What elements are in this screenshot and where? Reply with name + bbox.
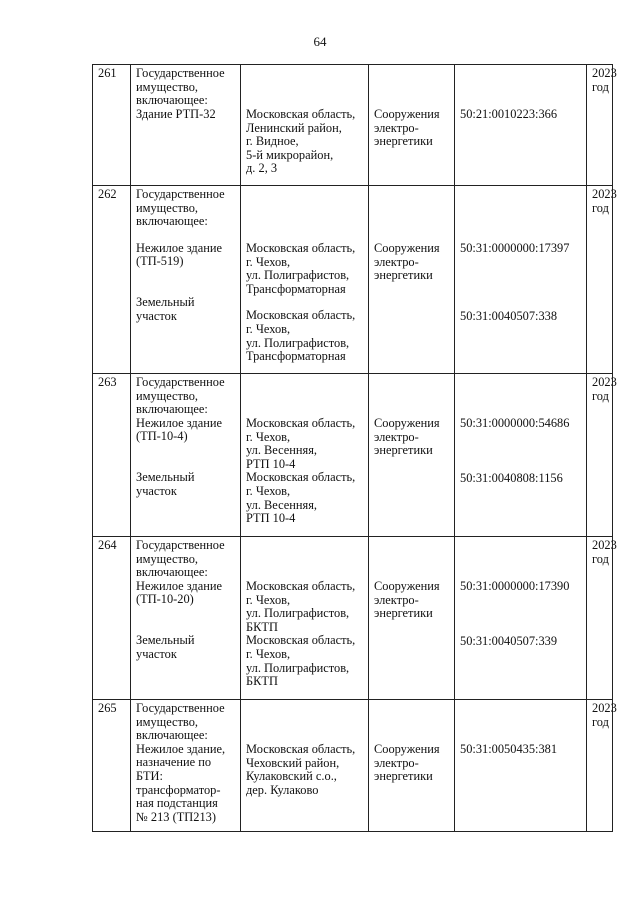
year-cell: 2023 год [587, 186, 613, 374]
object-name-cell [131, 537, 241, 700]
cadastral-number: 50:31:0040507:339 [460, 633, 558, 648]
year-cell: 2023 год [587, 374, 613, 537]
object-header: Государственное имущество, включающее: [136, 375, 225, 417]
object-type: Сооружения электро- энергетики [374, 107, 440, 149]
object-name: Нежилое здание, назначение по БТИ: трансформатор- ная подстанция № 213 (ТП213) [136, 741, 226, 824]
type-cell [369, 700, 455, 832]
type-cell [369, 537, 455, 700]
object-address: Московская область, г. Чехов, ул. Полиграфистов, БКТП [246, 579, 356, 634]
object-address: Московская область, г. Чехов, ул. Полиграфистов, Трансформаторная [246, 308, 356, 364]
row-number: 265 [93, 700, 131, 832]
object-name: Земельный участок [136, 632, 195, 661]
cadastral-cell [455, 374, 587, 537]
table-row [93, 186, 613, 374]
address-cell [241, 65, 369, 186]
cadastral-number: 50:31:0000000:54686 [460, 416, 570, 430]
address-cell [241, 186, 369, 374]
cadastral-number: 50:31:0040507:338 [460, 308, 558, 323]
object-header: Государственное имущество, включающее: [136, 538, 225, 580]
object-type: Сооружения электро- энергетики [374, 241, 440, 283]
object-name-cell [131, 700, 241, 832]
cadastral-cell [455, 700, 587, 832]
address-cell [241, 700, 369, 832]
cadastral-cell [455, 537, 587, 700]
page-number: 64 [313, 34, 327, 49]
property-registry-table [92, 64, 617, 832]
object-header: Государственное имущество, включающее: [136, 66, 225, 108]
object-name-cell [131, 186, 241, 374]
cadastral-cell [455, 65, 587, 186]
object-type: Сооружения электро- энергетики [374, 742, 440, 784]
object-address: Московская область, г. Чехов, ул. Полиграфистов, Трансформаторная [246, 241, 356, 296]
object-type: Сооружения электро- энергетики [374, 579, 440, 621]
year-cell: 2023 год [587, 700, 613, 832]
row-number: 264 [93, 537, 131, 700]
table-row [93, 374, 613, 537]
object-address: Московская область, г. Чехов, ул. Весенняя, РТП 10-4 [246, 416, 356, 471]
type-cell [369, 374, 455, 537]
year-cell: 2023 год [587, 537, 613, 700]
object-address: Московская область, Чеховский район, Кулаковский с.о., дер. Кулаково [246, 742, 356, 797]
type-cell [369, 186, 455, 374]
cadastral-number: 50:31:0040808:1156 [460, 470, 563, 485]
object-header: Государственное имущество, включающее: [136, 187, 225, 229]
type-cell [369, 65, 455, 186]
address-cell [241, 374, 369, 537]
object-address: Московская область, Ленинский район, г. Видное, 5-й микрорайон, д. 2, 3 [246, 107, 356, 176]
object-name-cell [131, 374, 241, 537]
cadastral-number: 50:31:0000000:17390 [460, 579, 570, 593]
object-type: Сооружения электро- энергетики [374, 416, 440, 458]
table-row [93, 537, 613, 700]
cadastral-cell [455, 186, 587, 374]
object-name: Земельный участок [136, 469, 195, 498]
object-name: Нежилое здание (ТП-10-4) [136, 415, 223, 444]
object-name: Нежилое здание (ТП-10-20) [136, 578, 223, 607]
object-name: Земельный участок [136, 294, 195, 323]
object-name: Нежилое здание (ТП-519) [136, 240, 223, 269]
object-address: Московская область, г. Чехов, ул. Весенняя, РТП 10-4 [246, 470, 356, 526]
year-cell: 2023 год [587, 65, 613, 186]
cadastral-number: 50:31:0050435:381 [460, 742, 558, 756]
cadastral-number: 50:31:0000000:17397 [460, 241, 570, 255]
table-row [93, 65, 613, 186]
row-number: 262 [93, 186, 131, 374]
row-number: 263 [93, 374, 131, 537]
object-name-cell [131, 65, 241, 186]
row-number: 261 [93, 65, 131, 186]
table-row [93, 700, 613, 832]
object-header: Государственное имущество, включающее: [136, 701, 225, 743]
cadastral-number: 50:21:0010223:366 [460, 107, 558, 121]
object-name: Здание РТП-32 [136, 106, 216, 121]
object-address: Московская область, г. Чехов, ул. Полиграфистов, БКТП [246, 633, 356, 689]
address-cell [241, 537, 369, 700]
